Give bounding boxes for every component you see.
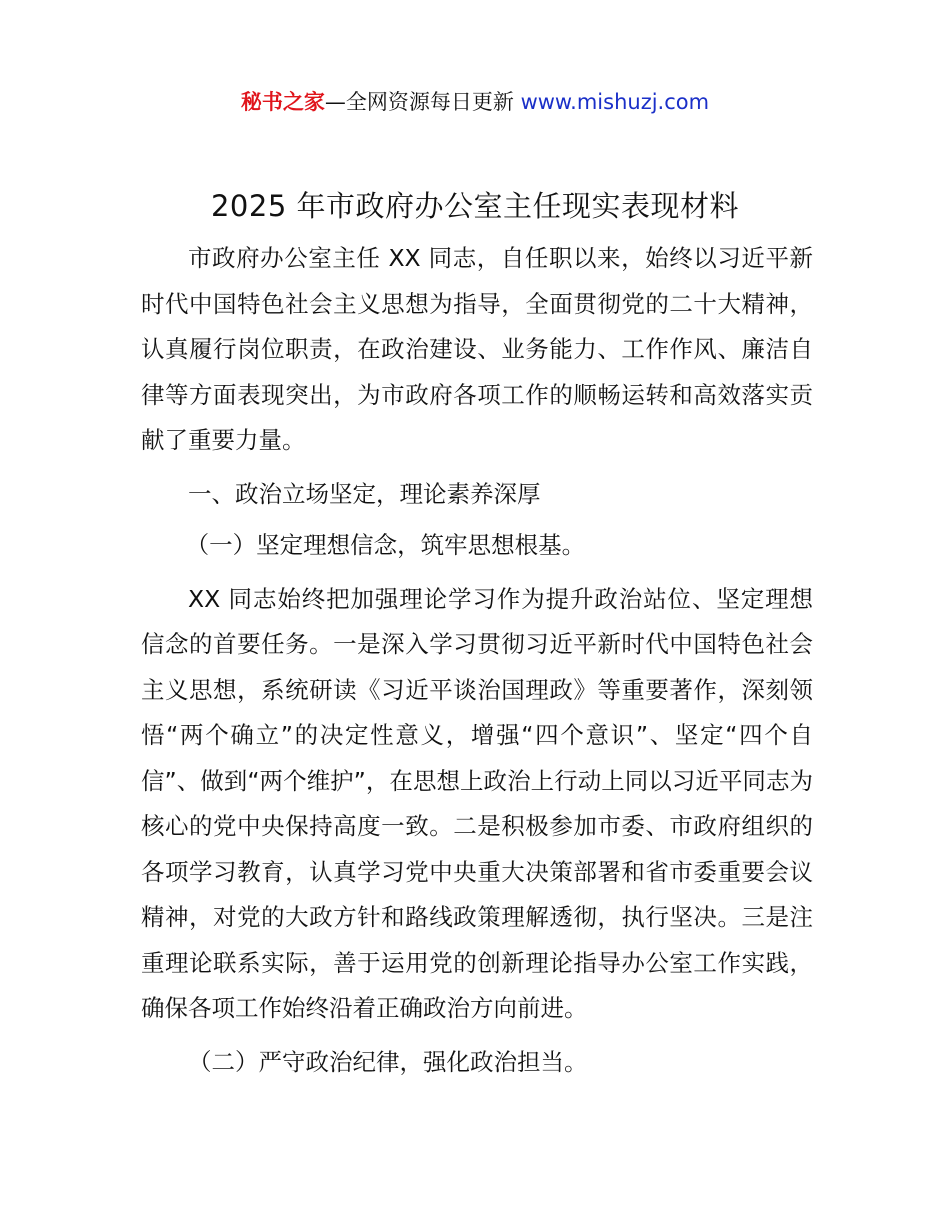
brand-name: 秘书之家	[240, 90, 325, 114]
intro-paragraph: 市政府办公室主任 XX 同志，自任职以来，始终以习近平新时代中国特色社会主义思想为指导，全面贯彻党的二十大精神，认真履行岗位职责，在政治建设、业务能力、工作作风、廉洁自律等方面表现突出，为市政府各项工作的顺畅运转和高效落实贡献了重要力量。	[141, 244, 813, 454]
document-title: 2025 年市政府办公室主任现实表现材料	[210, 189, 740, 223]
subsection-heading-2: （二）严守政治纪律，强化政治担当。	[188, 1047, 588, 1076]
subsection-body-1: XX 同志始终把加强理论学习作为提升政治站位、坚定理想信念的首要任务。一是深入学习贯彻习近平新时代中国特色社会主义思想，系统研读《习近平谈治国理政》等重要著作，深刻领悟“两个确立”的决定性意义，增强“四个意识”、坚定“四个自信”、做到“两个维护”，在思想上政治上行动上同以习近平同志为核心的党中央保持高度一致。二是积极参加市委、市政府组织的各项学习教育，认真学习党中央重大决策部署和省市委重要会议精神，对党的大政方针和路线政策理解透彻，执行坚决。三是注重理论联系实际，善于运用党的创新理论指导办公室工作实践，确保各项工作始终沿着正确政治方向前进。	[141, 584, 813, 1022]
site-header	[0, 86, 950, 118]
document-body	[141, 236, 813, 1085]
header-tagline: —全网资源每日更新	[324, 90, 521, 114]
site-url-link[interactable]: www.mishuzj.com	[520, 90, 710, 114]
section-heading-1: 一、政治立场坚定，理论素养深厚	[188, 479, 541, 508]
subsection-heading-1: （一）坚定理想信念，筑牢思想根基。	[185, 531, 586, 559]
